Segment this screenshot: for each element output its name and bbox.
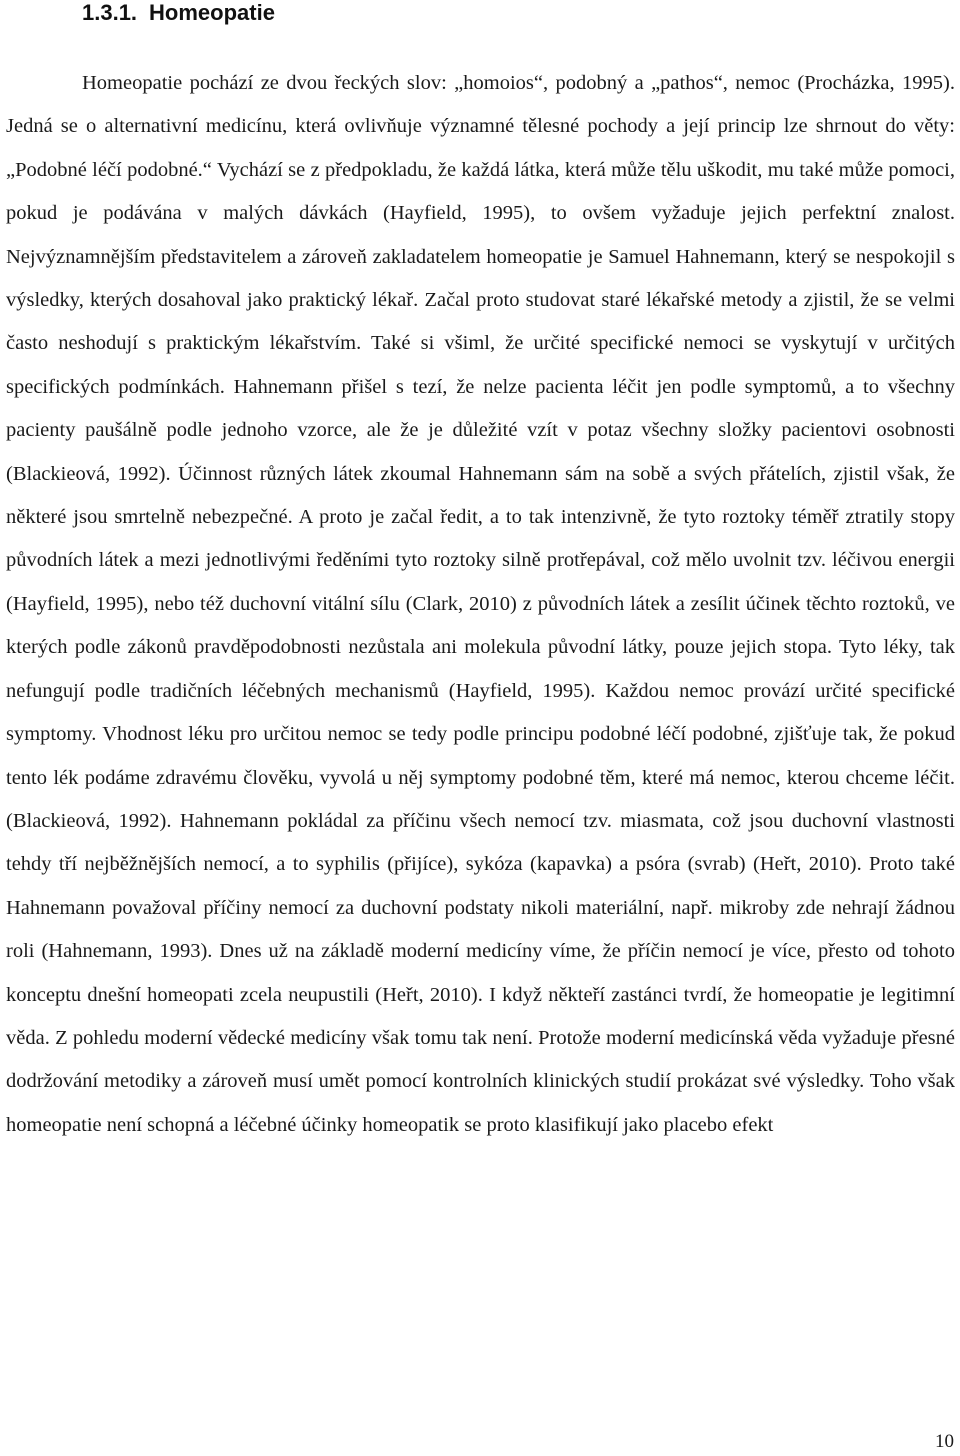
- page-number: 10: [935, 1431, 954, 1452]
- section-title: Homeopatie: [149, 0, 275, 25]
- body-paragraph: Homeopatie pochází ze dvou řeckých slov: „homoios“, podobný a „pathos“, nemoc (Procházka, 1995). Jedná se o alternativní medicínu, která ovlivňuje významné tělesné pochody a její princip lze shrnout do věty: „Podobné léčí podobné.“ Vychází se z předpokladu, že každá látka, která může tělu uškodit, mu také může pomoci, pokud je podávána v malých dávkách (Hayfield, 1995), to ovšem vyžaduje jejich perfektní znalost. Nejvýznamnějším představitelem a zároveň zakladatelem homeopatie je Samuel Hahnemann, který se nespokojil s výsledky, kterých dosahoval jako praktický lékař. Začal proto studovat staré lékařské metody a zjistil, že se velmi často neshodují s praktickým lékařstvím. Také si všiml, že určité specifické nemoci se vyskytují v určitých specifických podmínkách. Hahnemann přišel s tezí, že nelze pacienta léčit jen podle symptomů, a to všechny pacienty paušálně podle jednoho vzorce, ale že je důležité vzít v potaz všechny složky pacientovi osobnosti (Blackieová, 1992). Účinnost různých látek zkoumal Hahnemann sám na sobě a svých přátelích, zjistil však, že některé jsou smrtelně nebezpečné. A proto je začal ředit, a to tak intenzivně, že tyto roztoky téměř ztratily stopy původních látek a mezi jednotlivými ředěními tyto roztoky silně protřepával, což mělo uvolnit tzv. léčivou energii (Hayfield, 1995), nebo též duchovní vitální sílu (Clark, 2010) z původních látek a zesílit účinek těchto roztoků, ve kterých podle zákonů pravděpodobnosti nezůstala ani molekula původní látky, pouze jejich stopa. Tyto léky, tak nefungují podle tradičních léčebných mechanismů (Hayfield, 1995). Každou nemoc provází určité specifické symptomy. Vhodnost léku pro určitou nemoc se tedy podle principu podobné léčí podobné, zjišťuje tak, že pokud tento lék podáme zdravému člověku, vyvolá u něj symptomy podobné těm, které má nemoc, kterou chceme léčit. (Blackieová, 1992). Hahnemann pokládal za příčinu všech nemocí tzv. miasmata, což jsou duchovní vlastnosti tehdy tří nejběžnějších nemocí, a to syphilis (přijíce), sykóza (kapavka) a psóra (svrab) (Heřt, 2010). Proto také Hahnemann považoval příčiny nemocí za duchovní podstaty nikoli materiální, např. mikroby zde nehrají žádnou roli (Hahnemann, 1993). Dnes už na základě moderní medicíny víme, že příčin nemocí je více, přesto od tohoto konceptu dnešní homeopati zcela neupustili (Heřt, 2010). I když někteří zastánci tvrdí, že homeopatie je legitimní věda. Z pohledu moderní vědecké medicíny však tomu tak není. Protože moderní medicínská věda vyžaduje přesné dodržování metodiky a zároveň musí umět pomocí kontrolních klinických studií prokázat své výsledky. Toho však homeopatie není schopná a léčebné účinky homeopatik se proto klasifikují jako placebo efekt: [6, 72, 955, 1136]
- section-heading: [82, 0, 275, 28]
- section-number: 1.3.1.: [82, 0, 138, 25]
